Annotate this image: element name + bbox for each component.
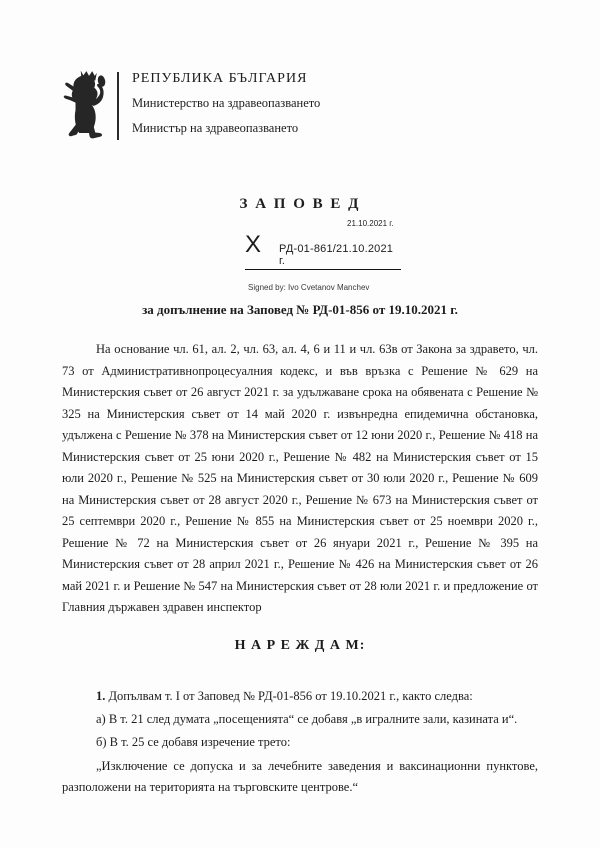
digital-signature-block (245, 233, 401, 292)
coat-of-arms-lion-icon (62, 68, 114, 144)
signature-line (245, 233, 401, 267)
order-title: З А П О В Е Д (239, 196, 361, 212)
command-heading: Н А Р Е Ж Д А М: (234, 637, 366, 653)
order-item-1 (62, 686, 538, 707)
order-number: РД-01-861/21.10.2021 г. (279, 243, 394, 267)
country-name: РЕПУБЛИКА БЪЛГАРИЯ (132, 71, 308, 86)
legal-preamble: На основание чл. 61, ал. 2, чл. 63, ал. 4, 6 и 11 и чл. 63в от Закона за здравето, чл. 73 от Административнопроцесуалния кодекс, и във връзка с Решение № 629 на Министерския съвет от 26 август 2021 г. за удължаване срока на обявената с Решение № 325 на Министерския съвет от 14 май 2020 г. извънредна епидемична обстановка, удължена с Решение № 378 на Министерския съвет от 12 юни 2020 г., Решение № 418 на Министерския съвет от 25 юни 2020 г., Решение № 482 на Министерския съвет от 15 юли 2020 г., Решение № 525 на Министерския съвет от 30 юли 2020 г., Решение № 609 на Министерския съвет от 28 август 2020 г., Решение № 673 на Министерския съвет от 25 септември 2020 г., Решение № 855 на Министерския съвет от 25 ноември 2020 г., Решение № 72 на Министерския съвет от 26 януари 2021 г., Решение № 395 на Министерския съвет от 28 април 2021 г., Решение № 426 на Министерския съвет от 26 май 2021 г. и Решение № 547 на Министерския съвет от 28 юли 2021 г. и предложение от Главния държавен здравен инспектор (62, 342, 538, 614)
order-subject: за допълнение на Заповед № РД-01-856 от 19.10.2021 г. (142, 302, 458, 317)
item-text: Допълвам т. I от Заповед № РД-01-856 от 19.10.2021 г., както следва: (105, 688, 473, 703)
letterhead (62, 68, 538, 144)
signature-underline (245, 269, 401, 270)
ministry-name: Министерство на здравеопазването (132, 96, 321, 110)
minister-title: Министър на здравеопазването (132, 121, 299, 135)
order-date: 21.10.2021 г. (347, 219, 394, 228)
item-number: 1. (96, 688, 106, 703)
signed-by-note: Signed by: Ivo Cvetanov Manchev (248, 283, 370, 292)
order-item-1b: б) В т. 25 се добавя изречение трето: (96, 734, 291, 749)
letterhead-text (132, 68, 320, 136)
letterhead-divider (117, 72, 119, 140)
order-item-1a: а) В т. 21 след думата „посещенията“ се добавя „в игралните зали, казината и“. (96, 711, 518, 726)
order-item-quote: „Изключение се допуска и за лечебните заведения и ваксинационни пунктове, разположени на територията на търговските центрове.“ (62, 758, 538, 794)
signature-x-mark: X (245, 231, 262, 258)
